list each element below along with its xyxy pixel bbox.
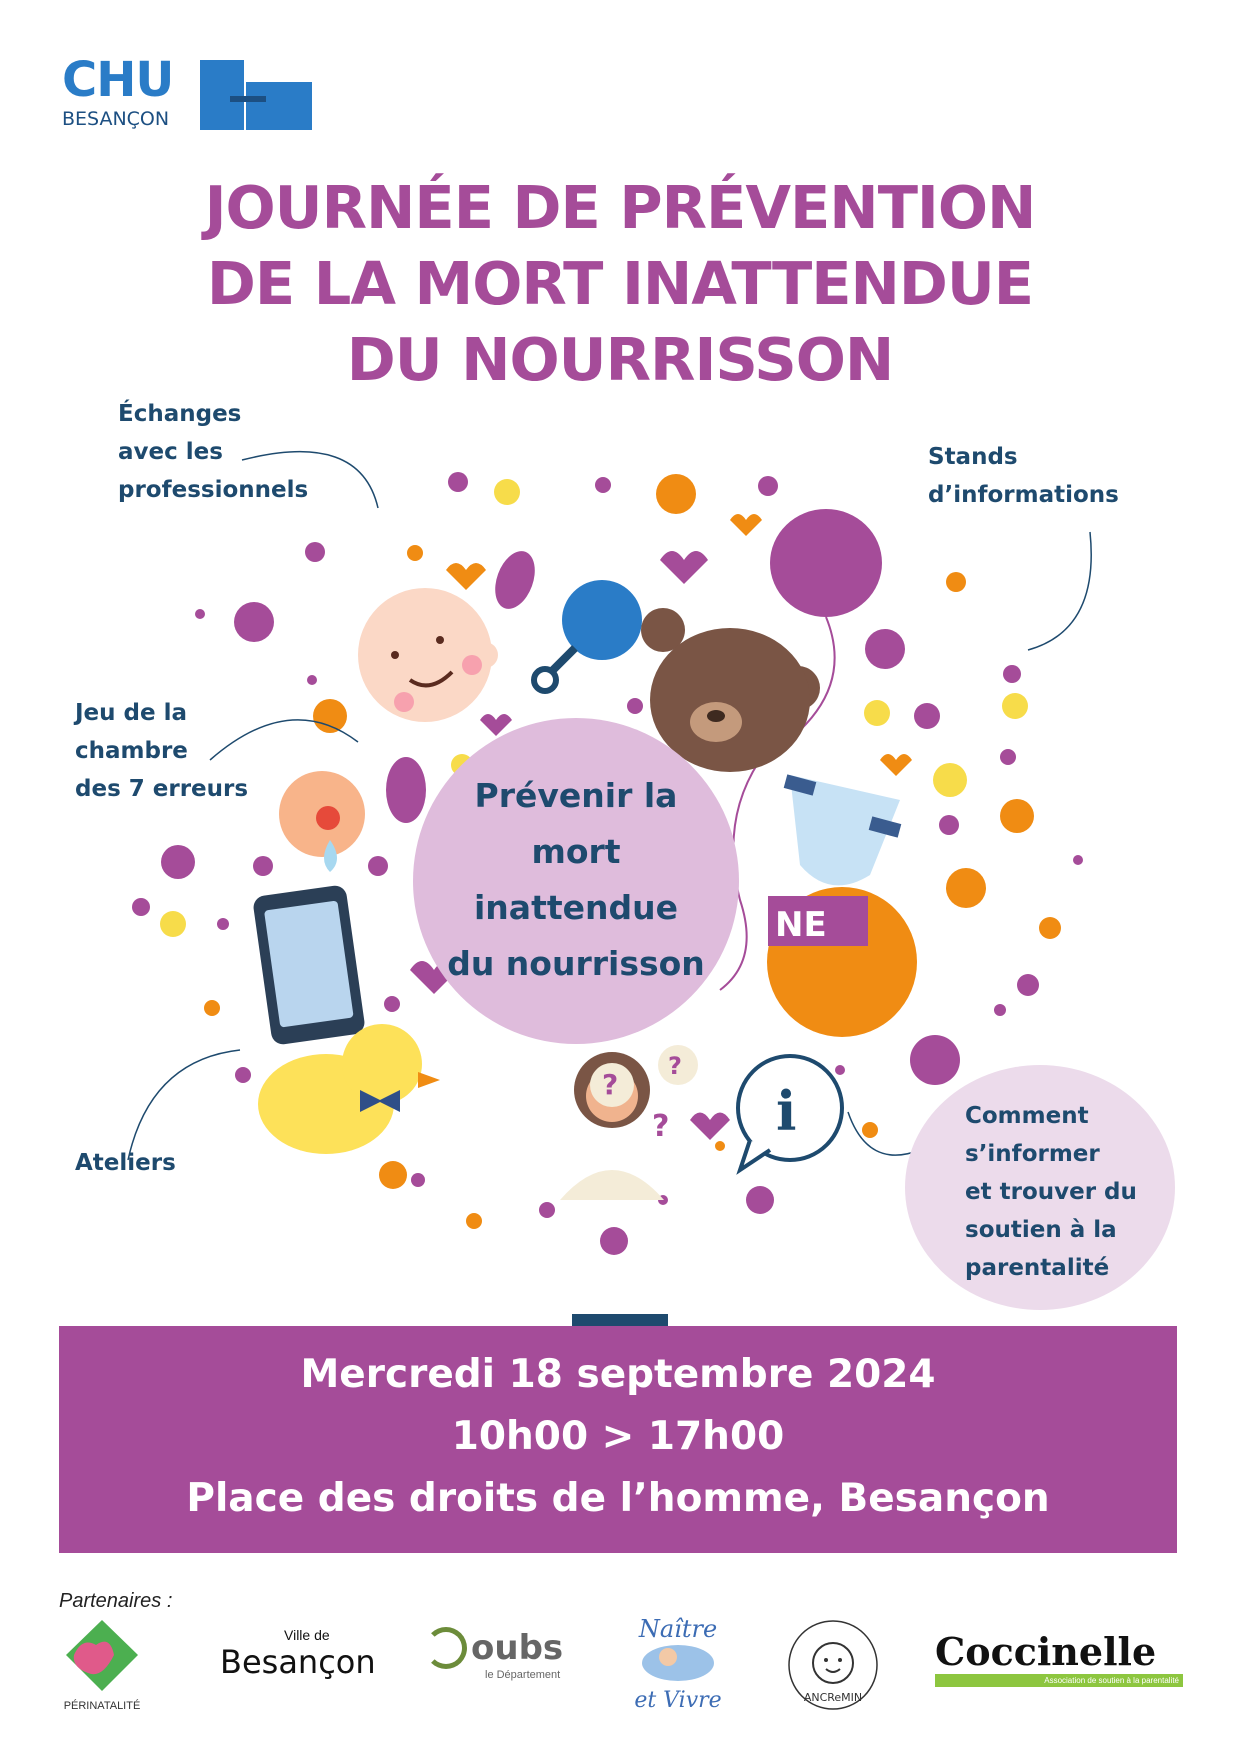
doubs-logo: [425, 1615, 575, 1725]
naitre-small: et Vivre: [634, 1688, 722, 1713]
label-exchanges-line-3: professionnels: [118, 477, 309, 503]
center-line-4: du nourrisson: [447, 944, 705, 983]
center-line-3: inattendue: [474, 888, 678, 927]
label-exchanges-line-1: Échanges: [118, 401, 242, 427]
support-line-5: parentalité: [965, 1255, 1110, 1281]
center-message: [413, 768, 739, 992]
ancremin-logo: [783, 1615, 883, 1725]
chu-logo-mark: [200, 60, 312, 130]
support-line-1: Comment: [965, 1103, 1089, 1129]
doubs-text: oubs: [471, 1628, 564, 1668]
perinatalite-text: PÉRINATALITÉ: [63, 1700, 141, 1712]
besancon-logo: [220, 1615, 376, 1725]
news-icon: [767, 887, 917, 1037]
perinatalite-mark: [62, 1615, 142, 1695]
support-text: [965, 1097, 1137, 1287]
besancon-small: Ville de: [284, 1627, 330, 1643]
center-line-2: mort: [531, 832, 621, 871]
support-line-4: soutien à la: [965, 1217, 1117, 1243]
breastfeeding-icon: [279, 771, 365, 872]
chu-logo: [62, 52, 174, 130]
smartphone-icon: [252, 884, 366, 1046]
label-workshops-line-1: Ateliers: [75, 1150, 176, 1176]
title-line-2: DE LA MORT INATTENDUE: [206, 249, 1034, 318]
label-exchanges: [118, 395, 308, 509]
rattle-icon: [534, 580, 642, 691]
label-game-line-1: Jeu de la: [75, 700, 188, 726]
support-line-2: s’informer: [965, 1141, 1100, 1167]
naitre-et-vivre-logo: [628, 1615, 728, 1725]
event-place: Place des droits de l’homme, Besançon: [186, 1476, 1050, 1521]
besancon-text: Besançon: [220, 1643, 376, 1681]
partners-label: Partenaires :: [59, 1590, 173, 1612]
svg-text:NE: NE: [775, 905, 827, 945]
label-stands-line-1: Stands: [928, 444, 1018, 470]
doubs-mark-icon: [425, 1627, 467, 1669]
label-game: [75, 694, 248, 808]
svg-text:?: ?: [652, 1109, 670, 1144]
logo-city: BESANÇON: [62, 108, 170, 130]
naitre-text: Naître: [638, 1615, 718, 1643]
event-date: Mercredi 18 septembre 2024: [300, 1352, 936, 1397]
diaper-icon: [784, 774, 902, 885]
ancremin-text: ANCReMIN: [803, 1691, 863, 1704]
event-time: 10h00 > 17h00: [451, 1414, 785, 1459]
label-exchanges-line-2: avec les: [118, 439, 223, 465]
label-game-line-3: des 7 erreurs: [75, 776, 249, 802]
coccinelle-small: Association de soutien à la parentalité: [935, 1674, 1183, 1687]
ancremin-mark: [783, 1615, 883, 1715]
coccinelle-text: Coccinelle: [935, 1629, 1157, 1674]
title-line-1: JOURNÉE DE PRÉVENTION: [204, 173, 1036, 242]
doubs-small: le Département: [485, 1669, 561, 1681]
logo-name: CHU: [62, 52, 174, 108]
page-title: [0, 170, 1240, 398]
label-stands: [928, 438, 1119, 514]
title-line-3: DU NOURRISSON: [346, 325, 894, 394]
svg-text:?: ?: [668, 1052, 682, 1080]
info-icon: [738, 1056, 842, 1170]
support-line-3: et trouver du: [965, 1179, 1137, 1205]
svg-text:?: ?: [602, 1068, 619, 1101]
baby-sleeping-icon: [628, 1643, 728, 1683]
perinatalite-logo: [62, 1615, 142, 1725]
label-stands-line-2: d’informations: [928, 482, 1119, 508]
svg-text:i: i: [776, 1079, 797, 1143]
question-person-icon: [560, 1045, 698, 1200]
label-workshops: [75, 1144, 176, 1182]
coccinelle-logo: [935, 1615, 1183, 1725]
label-game-line-2: chambre: [75, 738, 188, 764]
baby-face-icon: [358, 588, 498, 722]
center-line-1: Prévenir la: [474, 776, 678, 815]
